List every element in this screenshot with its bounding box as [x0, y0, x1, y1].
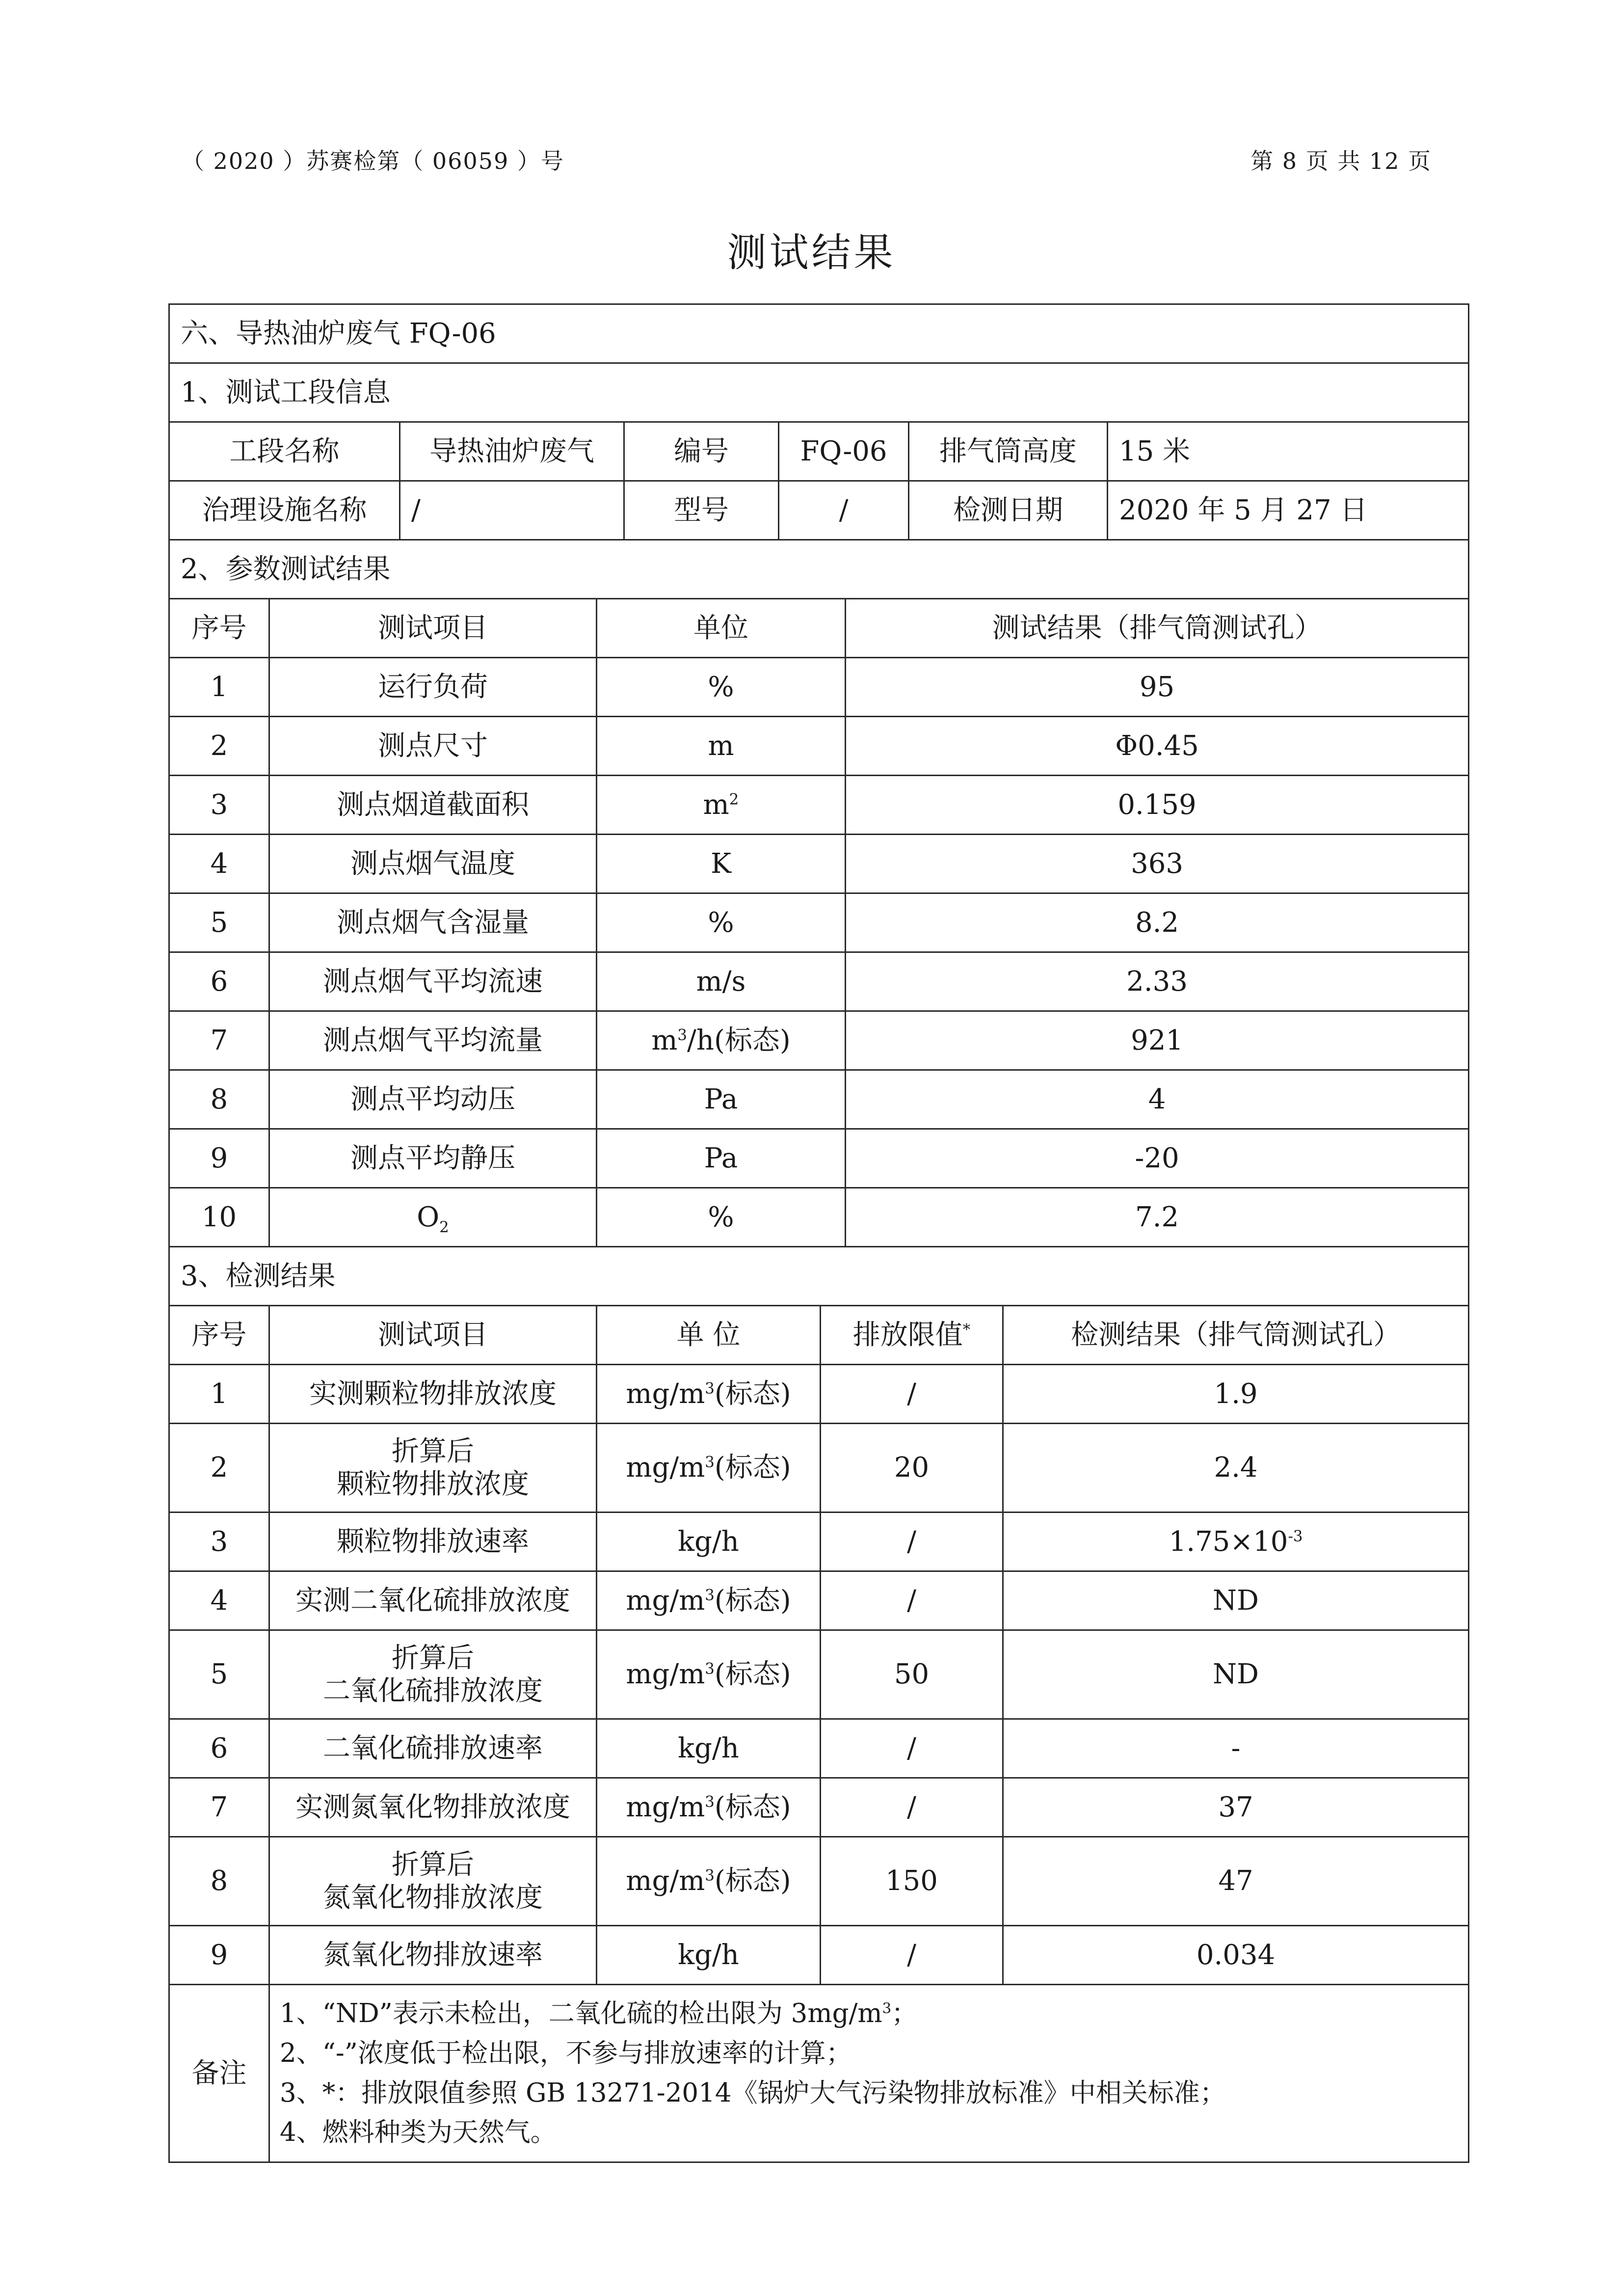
row-no: 6 — [169, 1719, 269, 1778]
notes-label: 备注 — [169, 1985, 269, 2162]
row-limit: / — [821, 1926, 1003, 1985]
detect-table — [168, 1246, 1469, 2163]
row-limit: / — [821, 1719, 1003, 1778]
row-unit: kg/h — [597, 1719, 821, 1778]
table-row — [169, 1571, 1469, 1630]
row-result: 363 — [846, 835, 1469, 893]
params-header-unit: 单位 — [597, 599, 846, 658]
params-header-result: 测试结果（排气筒测试孔） — [846, 599, 1469, 658]
row-result: ND — [1003, 1630, 1469, 1719]
table-row — [169, 1424, 1469, 1513]
table-row — [169, 658, 1469, 717]
row-no: 2 — [169, 1424, 269, 1513]
row-item: 折算后 氮氧化物排放浓度 — [269, 1837, 597, 1926]
row-result: 2.4 — [1003, 1424, 1469, 1513]
table-row — [169, 1719, 1469, 1778]
row-no: 6 — [169, 952, 269, 1011]
info-block — [168, 303, 1468, 540]
row-result: $1.75\times 10^{-3}$ — [1003, 1513, 1469, 1571]
table-row — [169, 1513, 1469, 1571]
table-row — [169, 1630, 1469, 1719]
table-row — [169, 835, 1469, 893]
code-label: 编号 — [624, 422, 779, 481]
row-unit: m — [597, 717, 846, 776]
row-item: 测点烟气平均流速 — [269, 952, 597, 1011]
row-result: 95 — [846, 658, 1469, 717]
row-item: 测点烟气温度 — [269, 835, 597, 893]
detect-header-item: 测试项目 — [269, 1306, 597, 1365]
row-item: 测点平均静压 — [269, 1129, 597, 1188]
row-unit: $m^3/h$(标态) — [597, 1011, 846, 1070]
report-number: （ 2020 ）苏赛检第（ 06059 ）号 — [182, 148, 564, 174]
row-unit: $mg/m^3$(标态) — [597, 1365, 821, 1424]
table-row — [169, 1837, 1469, 1926]
row-no: 1 — [169, 1365, 269, 1424]
page-indicator: 第 8 页 共 12 页 — [1251, 148, 1432, 174]
info-table — [168, 303, 1469, 540]
table-row — [169, 893, 1469, 952]
row-limit: / — [821, 1365, 1003, 1424]
row-unit: % — [597, 1188, 846, 1247]
table-row — [169, 1070, 1469, 1129]
facility-value: / — [400, 481, 624, 540]
table-row — [169, 952, 1469, 1011]
row-unit: Pa — [597, 1070, 846, 1129]
stack-height-value: 15 米 — [1108, 422, 1469, 481]
row-no: 3 — [169, 776, 269, 835]
detect-header-unit: 单 位 — [597, 1306, 821, 1365]
row-unit: $mg/m^3$(标态) — [597, 1424, 821, 1513]
params-header-no: 序号 — [169, 599, 269, 658]
row-item: 测点烟道截面积 — [269, 776, 597, 835]
row-item: 测点平均动压 — [269, 1070, 597, 1129]
row-no: 5 — [169, 1630, 269, 1719]
row-item: 测点烟气平均流量 — [269, 1011, 597, 1070]
row-item: $O_2$ — [269, 1188, 597, 1247]
row-unit: Pa — [597, 1129, 846, 1188]
detect-block — [168, 1246, 1468, 2163]
note-4: 4、燃料种类为天然气。 — [280, 2117, 557, 2148]
row-item: 实测二氧化硫排放浓度 — [269, 1571, 597, 1630]
row-result: 2.33 — [846, 952, 1469, 1011]
row-no: 8 — [169, 1070, 269, 1129]
row-result: ND — [1003, 1571, 1469, 1630]
row-result: 0.159 — [846, 776, 1469, 835]
section-name-label: 工段名称 — [169, 422, 400, 481]
row-no: 4 — [169, 835, 269, 893]
row-limit: / — [821, 1571, 1003, 1630]
page-title: 测试结果 — [727, 230, 896, 275]
table-row — [169, 1188, 1469, 1247]
row-limit: / — [821, 1778, 1003, 1837]
row-result: 0.034 — [1003, 1926, 1469, 1985]
row-result: -20 — [846, 1129, 1469, 1188]
table-row — [169, 1926, 1469, 1985]
row-item: 测点烟气含湿量 — [269, 893, 597, 952]
row-item: 实测氮氧化物排放浓度 — [269, 1778, 597, 1837]
facility-label: 治理设施名称 — [169, 481, 400, 540]
info-heading: 1、测试工段信息 — [169, 363, 1469, 422]
notes-row — [169, 1985, 1469, 2162]
row-no: 1 — [169, 658, 269, 717]
code-value: FQ-06 — [779, 422, 909, 481]
row-unit: $m^2$ — [597, 776, 846, 835]
row-unit: m/s — [597, 952, 846, 1011]
row-item: 氮氧化物排放速率 — [269, 1926, 597, 1985]
params-header-item: 测试项目 — [269, 599, 597, 658]
row-limit: 50 — [821, 1630, 1003, 1719]
row-unit: % — [597, 658, 846, 717]
date-label: 检测日期 — [909, 481, 1108, 540]
row-result: 37 — [1003, 1778, 1469, 1837]
table-row — [169, 1365, 1469, 1424]
params-heading: 2、参数测试结果 — [169, 540, 1469, 599]
row-unit: $mg/m^3$(标态) — [597, 1778, 821, 1837]
note-3: 3、*：排放限值参照 GB 13271-2014《锅炉大气污染物排放标准》中相关标准； — [280, 2078, 1226, 2108]
row-item: 测点尺寸 — [269, 717, 597, 776]
row-no: 4 — [169, 1571, 269, 1630]
model-value: / — [779, 481, 909, 540]
table-row — [169, 1129, 1469, 1188]
row-unit: $mg/m^3$(标态) — [597, 1630, 821, 1719]
params-block — [168, 539, 1468, 1247]
row-result: 4 — [846, 1070, 1469, 1129]
table-row — [169, 1011, 1469, 1070]
row-result: 7.2 — [846, 1188, 1469, 1247]
row-limit: 20 — [821, 1424, 1003, 1513]
row-item: 折算后 二氧化硫排放浓度 — [269, 1630, 597, 1719]
row-result: 1.9 — [1003, 1365, 1469, 1424]
row-result: - — [1003, 1719, 1469, 1778]
row-unit: $mg/m^3$(标态) — [597, 1571, 821, 1630]
row-item: 运行负荷 — [269, 658, 597, 717]
stack-height-label: 排气筒高度 — [909, 422, 1108, 481]
model-label: 型号 — [624, 481, 779, 540]
row-item: 实测颗粒物排放浓度 — [269, 1365, 597, 1424]
row-result: 47 — [1003, 1837, 1469, 1926]
row-item: 二氧化硫排放速率 — [269, 1719, 597, 1778]
date-value: 2020 年 5 月 27 日 — [1108, 481, 1469, 540]
row-no: 9 — [169, 1129, 269, 1188]
detect-heading: 3、检测结果 — [169, 1247, 1469, 1306]
row-result: Φ0.45 — [846, 717, 1469, 776]
section-title: 六、导热油炉废气 FQ-06 — [169, 304, 1469, 363]
row-unit: K — [597, 835, 846, 893]
row-unit: $mg/m^3$(标态) — [597, 1837, 821, 1926]
table-row — [169, 1778, 1469, 1837]
row-result: 8.2 — [846, 893, 1469, 952]
table-row — [169, 717, 1469, 776]
row-unit: % — [597, 893, 846, 952]
section-name-value: 导热油炉废气 — [400, 422, 624, 481]
note-1: 1、“ND”表示未检出，二氧化硫的检出限为 $3mg/m^3$； — [280, 1999, 918, 2029]
detect-header-limit: 排放限值* — [821, 1306, 1003, 1365]
row-no: 3 — [169, 1513, 269, 1571]
detect-header-no: 序号 — [169, 1306, 269, 1365]
detect-header-result: 检测结果（排气筒测试孔） — [1003, 1306, 1469, 1365]
row-no: 2 — [169, 717, 269, 776]
row-no: 5 — [169, 893, 269, 952]
row-no: 8 — [169, 1837, 269, 1926]
row-unit: kg/h — [597, 1926, 821, 1985]
table-row — [169, 776, 1469, 835]
row-item: 折算后 颗粒物排放浓度 — [269, 1424, 597, 1513]
row-no: 7 — [169, 1011, 269, 1070]
row-no: 10 — [169, 1188, 269, 1247]
row-no: 9 — [169, 1926, 269, 1985]
row-no: 7 — [169, 1778, 269, 1837]
row-item: 颗粒物排放速率 — [269, 1513, 597, 1571]
note-2: 2、“-”浓度低于检出限，不参与排放速率的计算； — [280, 2038, 852, 2068]
params-table — [168, 539, 1469, 1247]
row-unit: kg/h — [597, 1513, 821, 1571]
row-result: 921 — [846, 1011, 1469, 1070]
row-limit: 150 — [821, 1837, 1003, 1926]
row-limit: / — [821, 1513, 1003, 1571]
notes-content — [269, 1985, 1469, 2162]
